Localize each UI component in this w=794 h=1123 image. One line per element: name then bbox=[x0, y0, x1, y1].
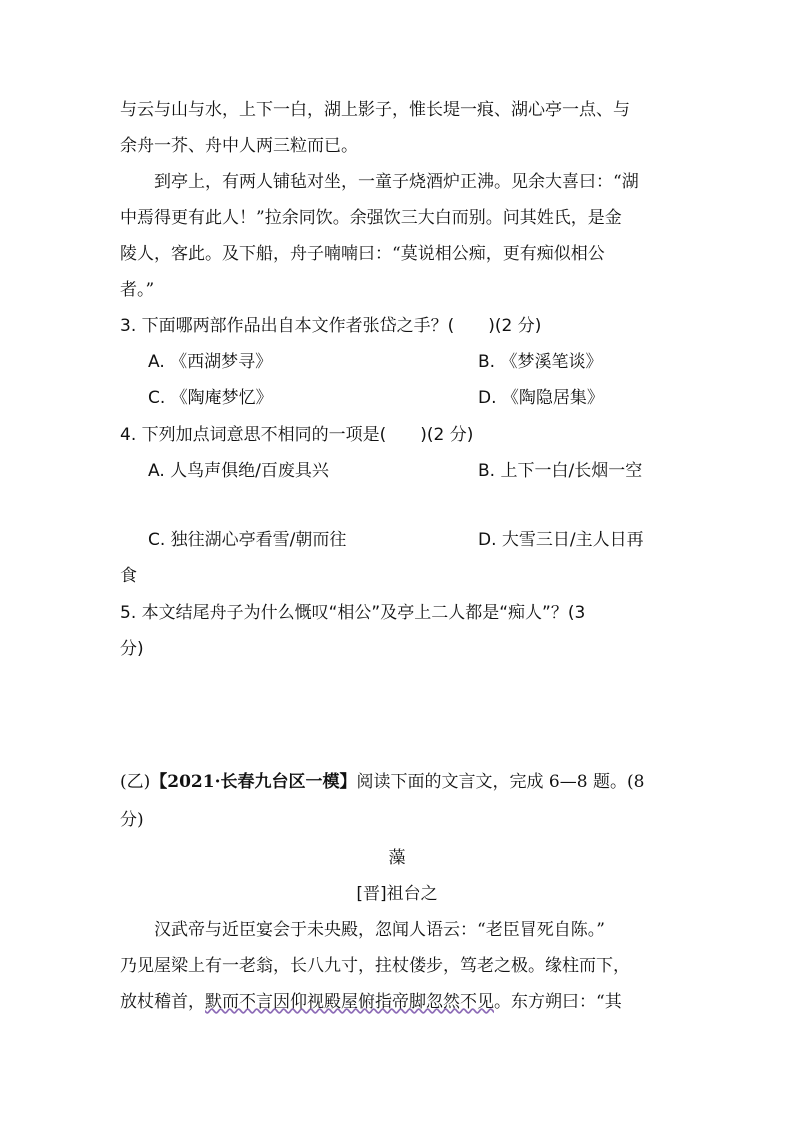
question-4-option-d-continued: 食 bbox=[120, 566, 137, 586]
passage-line: 陵人，客此。及下船，舟子喃喃曰：“莫说相公痴，更有痴似相公 bbox=[120, 244, 605, 264]
section-2-heading-continued: 分) bbox=[120, 810, 144, 830]
passage-2-author: [晋]祖台之 bbox=[356, 884, 438, 904]
question-4-option-b: B. 上下一白/长烟一空 bbox=[478, 461, 643, 481]
question-4-stem: 4. 下列加点词意思不相同的一项是( )(2 分) bbox=[120, 425, 474, 445]
section-2-heading bbox=[120, 770, 680, 794]
question-3-option-a: A. 《西湖梦寻》 bbox=[148, 352, 273, 372]
passage-line bbox=[120, 990, 680, 1014]
passage-line: 汉武帝与近臣宴会于未央殿，忽闻人语云：“老臣冒死自陈。” bbox=[154, 920, 605, 940]
question-5-stem-continued: 分) bbox=[120, 639, 144, 659]
passage-line: 中焉得更有此人！”拉余同饮。余强饮三大白而别。问其姓氏，是金 bbox=[120, 208, 622, 228]
question-5-stem: 5. 本文结尾舟子为什么慨叹“相公”及亭上二人都是“痴人”？(3 bbox=[120, 603, 586, 623]
passage-line: 者。” bbox=[120, 280, 155, 300]
passage-line: 余舟一芥、舟中人两三粒而已。 bbox=[120, 136, 358, 156]
passage-line: 与云与山与水，上下一白，湖上影子，惟长堤一痕、湖心亭一点、与 bbox=[120, 100, 630, 120]
passage-segment: 放杖稽首， bbox=[120, 992, 205, 1012]
passage-line: 到亭上，有两人铺毡对坐，一童子烧酒炉正沸。见余大喜曰：“湖 bbox=[154, 172, 639, 192]
question-4-option-d: D. 大雪三日/主人日再 bbox=[478, 530, 644, 550]
question-3-stem: 3. 下面哪两部作品出自本文作者张岱之手？( )(2 分) bbox=[120, 316, 542, 336]
question-3-option-b: B. 《梦溪笔谈》 bbox=[478, 352, 603, 372]
question-3-option-c: C. 《陶庵梦忆》 bbox=[148, 388, 273, 408]
section-2-prefix: (乙) bbox=[120, 772, 151, 792]
question-4-option-a: A. 人鸟声俱绝/百废具兴 bbox=[148, 461, 329, 481]
section-2-source: 【2021·长春九台区一模】 bbox=[150, 772, 357, 792]
passage-segment: 。东方朔曰：“其 bbox=[494, 992, 622, 1012]
question-4-option-c: C. 独往湖心亭看雪/朝而往 bbox=[148, 530, 347, 550]
question-3-option-d: D. 《陶隐居集》 bbox=[478, 388, 604, 408]
underlined-sentence: 默而不言因仰视殿屋俯指帝脚忽然不见 bbox=[205, 992, 494, 1012]
section-2-instruction: 阅读下面的文言文，完成 6—8 题。(8 bbox=[356, 772, 645, 792]
passage-line: 乃见屋梁上有一老翁，长八九寸，拄杖偻步，笃老之极。缘柱而下， bbox=[120, 956, 630, 976]
passage-2-title: 藻 bbox=[388, 848, 406, 868]
